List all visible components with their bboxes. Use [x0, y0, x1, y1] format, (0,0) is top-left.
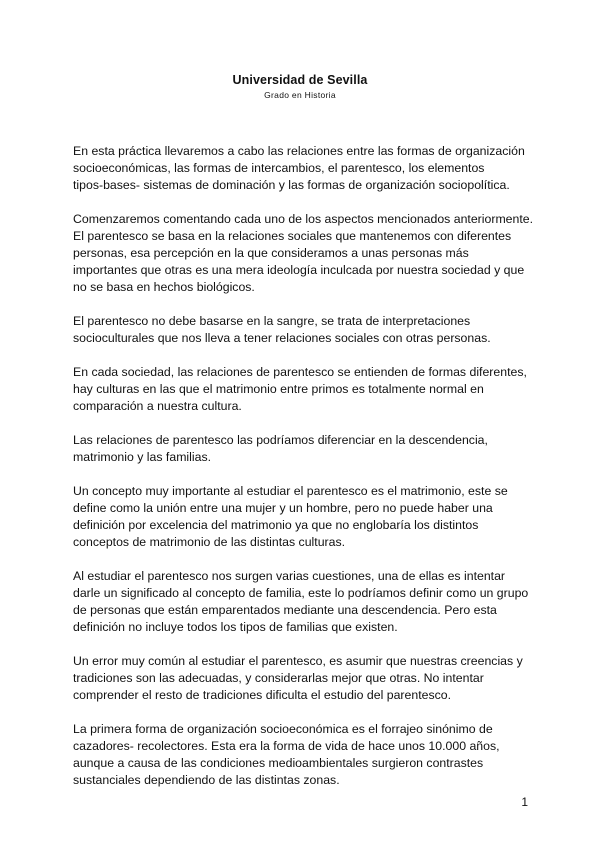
page-number: 1 [521, 795, 528, 809]
text-line: Las relaciones de parentesco las podríamos diferenciar en la descendencia, [73, 433, 488, 447]
document-body [73, 143, 533, 806]
paragraph-4 [73, 364, 533, 415]
text-line: define como la unión entre una mujer y un hombre, pero no puede haber una [73, 501, 493, 515]
text-line: cazadores- recolectores. Esta era la forma de vida de hace unos 10.000 años, [73, 739, 500, 753]
text-line: matrimonio y las familias. [73, 450, 212, 464]
text-line: socioeconómicas, las formas de intercambios, el parentesco, los elementos [73, 161, 485, 175]
text-line: comprender el resto de tradiciones dificulta el estudio del parentesco. [73, 688, 452, 702]
document-subtitle: Grado en Historia [264, 90, 336, 100]
text-line: no se basa en hechos biológicos. [73, 280, 255, 294]
text-line: El parentesco no debe basarse en la sangre, se trata de interpretaciones [73, 314, 471, 328]
text-line: hay culturas en las que el matrimonio entre primos es totalmente normal en [73, 382, 484, 396]
paragraph-7 [73, 568, 533, 636]
text-line: socioculturales que nos lleva a tener relaciones sociales con otras personas. [73, 331, 491, 345]
text-line: Comenzaremos comentando cada uno de los aspectos mencionados anteriormente. [73, 212, 534, 226]
text-line: En esta práctica llevaremos a cabo las relaciones entre las formas de organización [73, 144, 525, 158]
text-line: importantes que otras es una mera ideología inculcada por nuestra sociedad y que [73, 263, 525, 277]
paragraph-2 [73, 211, 533, 296]
paragraph-8 [73, 653, 533, 704]
text-line: comparación a nuestra cultura. [73, 399, 242, 413]
text-line: tradiciones son las adecuadas, y considerarlas mejor que otras. No intentar [73, 671, 484, 685]
text-line: de personas que están emparentados mediante una descendencia. Pero esta [73, 603, 497, 617]
text-line: definición por excelencia del matrimonio ya que no englobaría los distintos [73, 518, 479, 532]
paragraph-3 [73, 313, 533, 347]
text-line: darle un significado al concepto de familia, este lo podríamos definir como un grupo [73, 586, 529, 600]
text-line: sustanciales dependiendo de las distintas zonas. [73, 773, 340, 787]
text-line: Un error muy común al estudiar el parentesco, es asumir que nuestras creencias y [73, 654, 523, 668]
text-line: tipos-bases- sistemas de dominación y las formas de organización sociopolítica. [73, 178, 510, 192]
text-line: definición no incluye todos los tipos de familias que existen. [73, 620, 398, 634]
paragraph-9 [73, 721, 533, 789]
document-header [0, 73, 600, 101]
paragraph-6 [73, 483, 533, 551]
paragraph-5 [73, 432, 533, 466]
text-line: personas, esa percepción en la que consideramos a unas personas más [73, 246, 469, 260]
text-line: conceptos de matrimonio de las distintas culturas. [73, 535, 346, 549]
document-title: Universidad de Sevilla [232, 73, 368, 87]
paragraph-1 [73, 143, 533, 194]
text-line: Al estudiar el parentesco nos surgen varias cuestiones, una de ellas es intentar [73, 569, 506, 583]
text-line: aunque a causa de las condiciones medioambientales surgieron contrastes [73, 756, 484, 770]
text-line: El parentesco se basa en la relaciones sociales que mantenemos con diferentes [73, 229, 512, 243]
text-line: La primera forma de organización socioeconómica es el forrajeo sinónimo de [73, 722, 493, 736]
text-line: Un concepto muy importante al estudiar el parentesco es el matrimonio, este se [73, 484, 508, 498]
text-line: En cada sociedad, las relaciones de parentesco se entienden de formas diferentes, [73, 365, 527, 379]
